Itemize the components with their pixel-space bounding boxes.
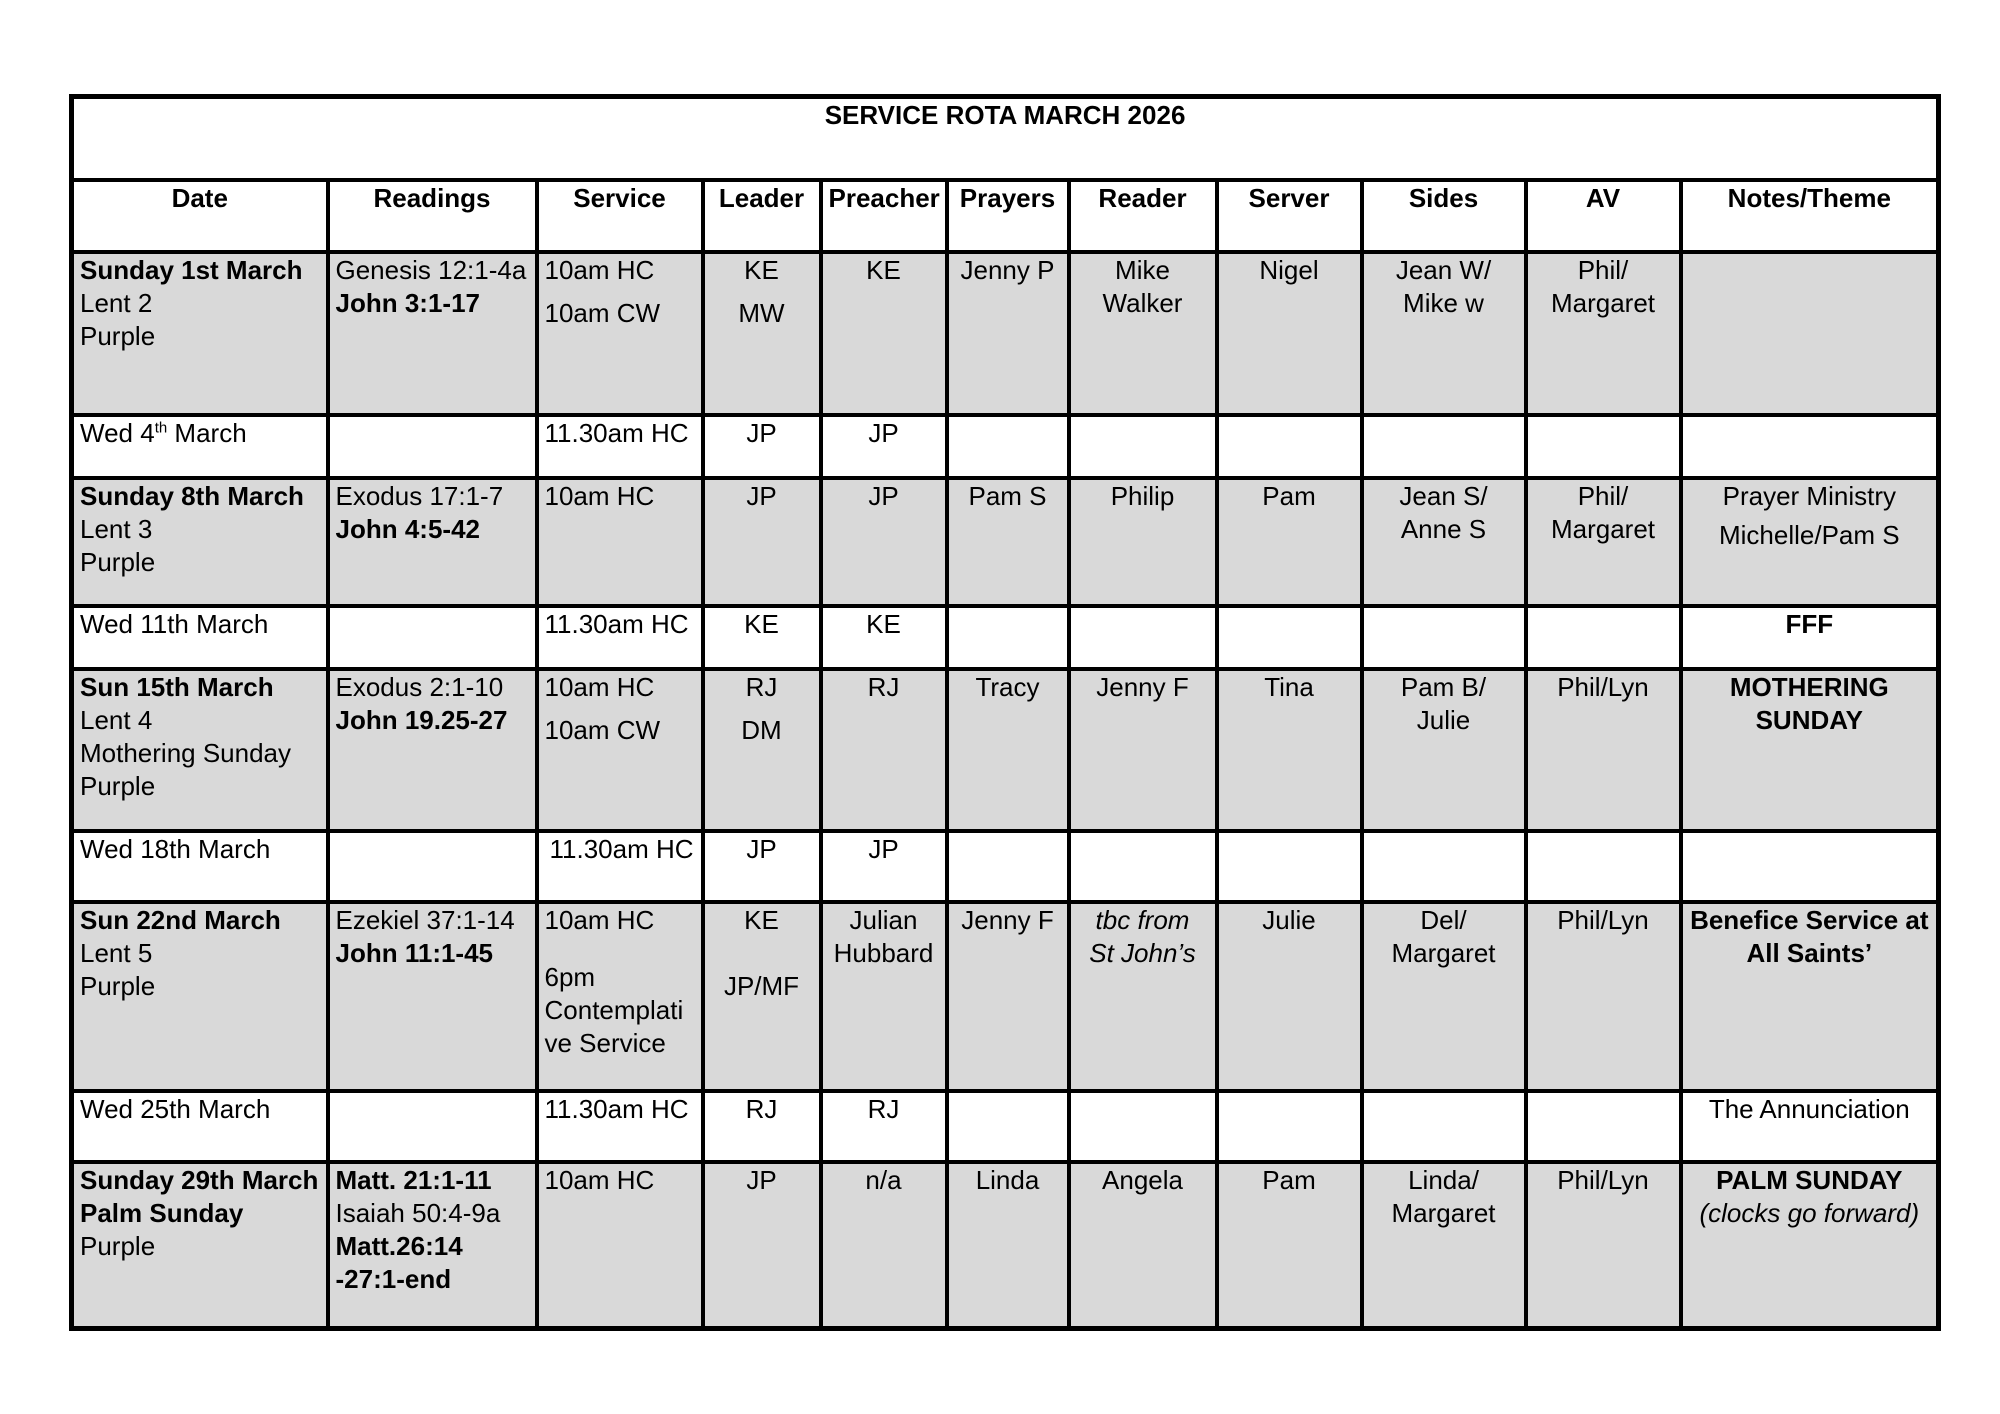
sides-cell <box>1362 606 1526 669</box>
av-cell <box>1526 606 1681 669</box>
sides-cell: Jean W/ Mike w <box>1362 252 1526 415</box>
leader-cell: RJ <box>703 1091 821 1162</box>
reader-cell <box>1069 831 1217 902</box>
service-cell: 11.30am HC <box>537 606 703 669</box>
service-cell: 10am HC 6pm Contemplati ve Service <box>537 902 703 1091</box>
server-cell: Julie <box>1217 902 1362 1091</box>
date-cell: Sunday 8th March Lent 3 Purple <box>72 478 328 606</box>
table-row <box>72 902 1939 1091</box>
date-cell: Sunday 1st March Lent 2 Purple <box>72 252 328 415</box>
sides-cell: Pam B/ Julie <box>1362 669 1526 831</box>
leader-cell: RJ DM <box>703 669 821 831</box>
av-cell <box>1526 831 1681 902</box>
preacher-cell: Julian Hubbard <box>821 902 947 1091</box>
col-header-readings: Readings <box>328 180 537 252</box>
leader-cell: KE <box>703 606 821 669</box>
sides-cell <box>1362 1091 1526 1162</box>
service-cell: 10am HC 10am CW <box>537 669 703 831</box>
notes-cell <box>1681 252 1939 415</box>
readings-cell <box>328 831 537 902</box>
prayers-cell <box>947 1091 1069 1162</box>
leader-cell: JP <box>703 1162 821 1328</box>
prayers-cell: Linda <box>947 1162 1069 1328</box>
av-cell: Phil/ Margaret <box>1526 478 1681 606</box>
readings-cell: Exodus 17:1-7 John 4:5-42 <box>328 478 537 606</box>
readings-cell: Ezekiel 37:1-14 John 11:1-45 <box>328 902 537 1091</box>
leader-cell: KE JP/MF <box>703 902 821 1091</box>
reader-cell: Mike Walker <box>1069 252 1217 415</box>
leader-cell: KE MW <box>703 252 821 415</box>
server-cell: Pam <box>1217 478 1362 606</box>
service-cell: 10am HC <box>537 1162 703 1328</box>
reader-cell: Angela <box>1069 1162 1217 1328</box>
server-cell: Nigel <box>1217 252 1362 415</box>
notes-cell <box>1681 415 1939 478</box>
preacher-cell: KE <box>821 252 947 415</box>
preacher-cell: n/a <box>821 1162 947 1328</box>
notes-cell <box>1681 831 1939 902</box>
prayers-cell: Jenny F <box>947 902 1069 1091</box>
av-cell <box>1526 415 1681 478</box>
date-cell: Sun 22nd March Lent 5 Purple <box>72 902 328 1091</box>
readings-cell: Exodus 2:1-10 John 19.25-27 <box>328 669 537 831</box>
sides-cell <box>1362 831 1526 902</box>
preacher-cell: RJ <box>821 669 947 831</box>
av-cell: Phil/Lyn <box>1526 669 1681 831</box>
preacher-cell: JP <box>821 415 947 478</box>
date-cell: Sunday 29th March Palm Sunday Purple <box>72 1162 328 1328</box>
reader-cell <box>1069 1091 1217 1162</box>
readings-cell <box>328 1091 537 1162</box>
reader-cell <box>1069 415 1217 478</box>
date-cell: Wed 25th March <box>72 1091 328 1162</box>
col-header-server: Server <box>1217 180 1362 252</box>
table-row <box>72 669 1939 831</box>
col-header-sides: Sides <box>1362 180 1526 252</box>
reader-cell: tbc from St John’s <box>1069 902 1217 1091</box>
header-row <box>72 180 1939 252</box>
server-cell <box>1217 606 1362 669</box>
page-title: SERVICE ROTA MARCH 2026 <box>72 97 1939 181</box>
av-cell: Phil/Lyn <box>1526 1162 1681 1328</box>
prayers-cell <box>947 606 1069 669</box>
prayers-cell: Pam S <box>947 478 1069 606</box>
sides-cell: Jean S/ Anne S <box>1362 478 1526 606</box>
notes-cell: Benefice Service at All Saints’ <box>1681 902 1939 1091</box>
table-row <box>72 478 1939 606</box>
sides-cell <box>1362 415 1526 478</box>
server-cell: Pam <box>1217 1162 1362 1328</box>
service-cell: 11.30am HC <box>537 415 703 478</box>
notes-cell: FFF <box>1681 606 1939 669</box>
table-row <box>72 1162 1939 1328</box>
av-cell: Phil/Lyn <box>1526 902 1681 1091</box>
server-cell <box>1217 415 1362 478</box>
col-header-leader: Leader <box>703 180 821 252</box>
readings-cell: Genesis 12:1-4a John 3:1-17 <box>328 252 537 415</box>
sides-cell: Del/ Margaret <box>1362 902 1526 1091</box>
reader-cell: Philip <box>1069 478 1217 606</box>
date-cell: Sun 15th March Lent 4 Mothering Sunday Purple <box>72 669 328 831</box>
date-cell: Wed 11th March <box>72 606 328 669</box>
notes-cell: PALM SUNDAY (clocks go forward) <box>1681 1162 1939 1328</box>
date-cell: Wed 18th March <box>72 831 328 902</box>
prayers-cell: Jenny P <box>947 252 1069 415</box>
date-cell: Wed 4th March <box>72 415 328 478</box>
col-header-reader: Reader <box>1069 180 1217 252</box>
table-row <box>72 1091 1939 1162</box>
col-header-preacher: Preacher <box>821 180 947 252</box>
prayers-cell: Tracy <box>947 669 1069 831</box>
notes-cell: The Annunciation <box>1681 1091 1939 1162</box>
col-header-av: AV <box>1526 180 1681 252</box>
table-row <box>72 606 1939 669</box>
col-header-date: Date <box>72 180 328 252</box>
col-header-prayers: Prayers <box>947 180 1069 252</box>
server-cell: Tina <box>1217 669 1362 831</box>
service-cell: 11.30am HC <box>537 831 703 902</box>
preacher-cell: JP <box>821 831 947 902</box>
leader-cell: JP <box>703 415 821 478</box>
service-cell: 11.30am HC <box>537 1091 703 1162</box>
preacher-cell: KE <box>821 606 947 669</box>
leader-cell: JP <box>703 831 821 902</box>
col-header-notes: Notes/Theme <box>1681 180 1939 252</box>
av-cell: Phil/ Margaret <box>1526 252 1681 415</box>
service-rota-table <box>69 94 1941 1331</box>
table-row <box>72 831 1939 902</box>
notes-cell: Prayer Ministry Michelle/Pam S <box>1681 478 1939 606</box>
server-cell <box>1217 1091 1362 1162</box>
table-row <box>72 252 1939 415</box>
sides-cell: Linda/ Margaret <box>1362 1162 1526 1328</box>
service-cell: 10am HC 10am CW <box>537 252 703 415</box>
reader-cell <box>1069 606 1217 669</box>
table-row <box>72 415 1939 478</box>
preacher-cell: RJ <box>821 1091 947 1162</box>
notes-cell: MOTHERING SUNDAY <box>1681 669 1939 831</box>
av-cell <box>1526 1091 1681 1162</box>
server-cell <box>1217 831 1362 902</box>
readings-cell <box>328 415 537 478</box>
leader-cell: JP <box>703 478 821 606</box>
prayers-cell <box>947 415 1069 478</box>
preacher-cell: JP <box>821 478 947 606</box>
service-cell: 10am HC <box>537 478 703 606</box>
reader-cell: Jenny F <box>1069 669 1217 831</box>
readings-cell <box>328 606 537 669</box>
readings-cell: Matt. 21:1-11 Isaiah 50:4-9a Matt.26:14 -27:1-end <box>328 1162 537 1328</box>
prayers-cell <box>947 831 1069 902</box>
col-header-service: Service <box>537 180 703 252</box>
